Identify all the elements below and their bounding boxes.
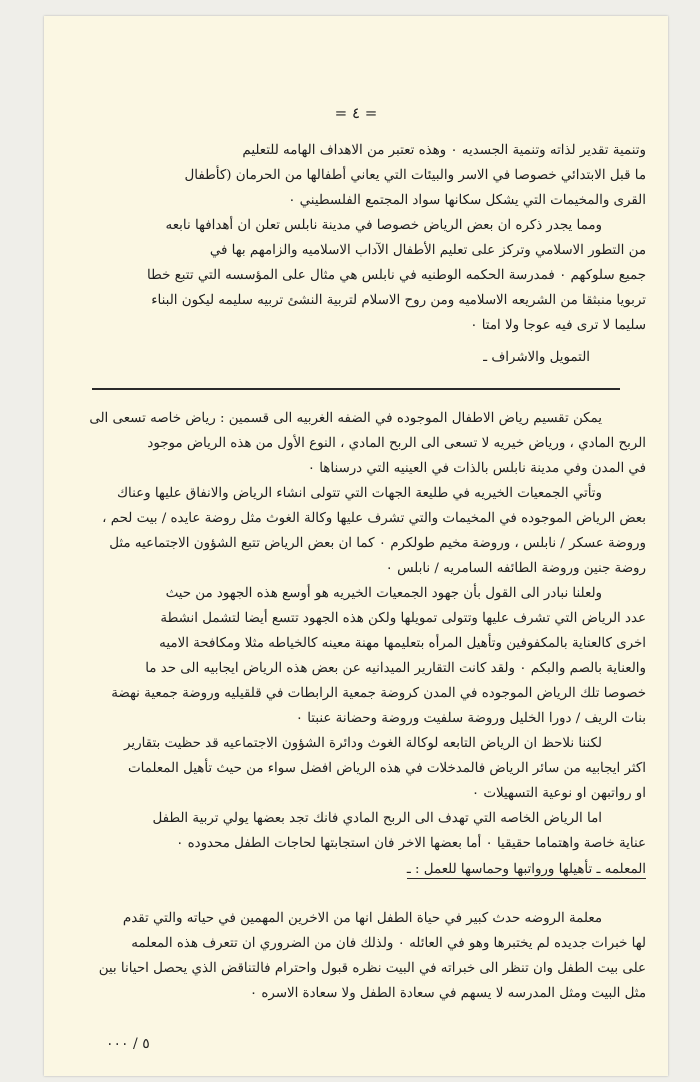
text-line: لكننا نلاحظ ان الرياض التابعه لوكالة الغوث ودائرة الشؤون الاجتماعيه قد حظيت بتقارير	[124, 736, 602, 751]
text-line: والعناية بالصم والبكم ٠ ولقد كانت التقارير الميدانيه عن بعض هذه الرياض ايجابيه الى حد ما	[145, 661, 646, 676]
text-line: تربويا منبثقا من الشريعه الاسلاميه ومن روح الاسلام لتربية النشئ تربيه سليمه ليكون البناء	[151, 293, 646, 308]
text-line: وتأتي الجمعيات الخيريه في طليعة الجهات التي تتولى انشاء الرياض والانفاق عليها وعناك	[116, 486, 602, 501]
section-divider	[92, 388, 620, 390]
text-line: عدد الرياض التي تشرف عليها وتتولى تمويلها ولكن هذه الجهود تتسع أيضا لتشمل انشطة	[160, 611, 646, 626]
text-line: بعض الرياض الموجوده في المخيمات والتي تشرف عليها وكالة الغوث مثل روضة عايده / بيت لحم ،	[102, 511, 646, 526]
section-heading-teacher: المعلمه ـ تأهيلها ورواتبها وحماسها للعمل : ـ	[406, 862, 646, 877]
text-line: ما قبل الابتدائي خصوصا في الاسر والبيئات التي يعاني أطفالها من الحرمان (كأطفال	[184, 168, 646, 183]
paragraph-private-kindergartens	[66, 806, 646, 856]
text-line: اما الرياض الخاصه التي تهدف الى الربح المادي فانك تجد بعضها يولي تربية الطفل	[152, 811, 602, 826]
paragraph-charity-efforts	[66, 581, 646, 731]
text-line: او رواتبهن او نوعية التسهيلات ٠	[471, 786, 646, 801]
paragraph-charities	[66, 481, 646, 581]
text-line: خصوصا تلك الرياض الموجوده في المدن كروضة جمعية الرابطات في قلقيليه وروضة جمعية نهضة	[111, 686, 646, 701]
text-line: روضة جنين وروضة الطائفه السامريه / نابلس ٠	[385, 561, 646, 576]
text-line: يمكن تقسيم رياض الاطفال الموجوده في الضفه الغربيه الى قسمين : رياض خاصه تسعى الى	[89, 411, 602, 426]
document-page	[44, 16, 668, 1076]
paragraph-intro	[66, 138, 646, 213]
paragraph-teacher-role	[66, 906, 646, 1006]
text-line: جميع سلوكهم ٠ فمدرسة الحكمه الوطنيه في نابلس هي مثال على المؤسسه التي تتبع خطا	[147, 268, 646, 283]
text-line: اخرى كالعناية بالمكفوفين وتأهيل المرأه بتعليمها مهنة معينه كالخياطه مثلا ومكافحة الاميه	[159, 636, 646, 651]
page-number: = ٤ =	[334, 104, 378, 122]
text-line: بنات الريف / دورا الخليل وروضة سلفيت وروضة وحضانة عنبتا ٠	[295, 711, 646, 726]
paragraph-nablus-goals	[66, 213, 646, 338]
paragraph-kindergarten-types	[66, 406, 646, 481]
continuation-mark: ٥ / ٠٠٠	[106, 1036, 150, 1052]
text-line: على بيت الطفل وان تنظر الى خبراته في البيت نظره قبول واحترام فالتناقض الذي يحصل احيانا بين	[98, 961, 646, 976]
text-line: ولعلنا نبادر الى القول بأن جهود الجمعيات الخيريه هو أوسع هذه الجهود من حيث	[165, 586, 602, 601]
text-line: لها خبرات جديده لم يختبرها وهو في العائله ٠ ولذلك فان من الضروري ان تتعرف هذه المعلمه	[131, 936, 646, 951]
text-line: سليما لا ترى فيه عوجا ولا امتا ٠	[470, 318, 646, 333]
text-line: معلمة الروضه حدث كبير في حياة الطفل انها من الاخرين المهمين في حياته والتي تقدم	[122, 911, 602, 926]
text-line: في المدن وفي مدينة نابلس بالذات في العينيه التي درسناها ٠	[307, 461, 646, 476]
text-line: ومما يجدر ذكره ان بعض الرياض خصوصا في مدينة نابلس تعلن ان أهدافها نابعه	[165, 218, 602, 233]
text-line: الربح المادي ، ورياض خيريه لا تسعى الى الربح المادي ، النوع الأول من هذه الرياض موجود	[147, 436, 646, 451]
text-line: اكثر ايجابيه من سائر الرياض فالمدخلات في هذه الرياض افضل سواء من حيث تأهيل المعلمات	[127, 761, 646, 776]
text-line: مثل البيت ومثل المدرسه لا يسهم في سعادة الطفل ولا سعادة الاسره ٠	[249, 986, 646, 1001]
text-line: عناية خاصة واهتماما حقيقيا ٠ أما بعضها الاخر فان استجابتها لحاجات الطفل محدوده ٠	[176, 836, 646, 851]
text-line: وروضة عسكر / نابلس ، وروضة مخيم طولكرم ٠ كما ان بعض الرياض تتبع الشؤون الاجتماعيه مثل	[109, 536, 646, 551]
text-line: من التطور الاسلامي وتركز على تعليم الأطفال الآداب الاسلاميه والزامهم بها في	[209, 243, 646, 258]
text-line: القرى والمخيمات التي يشكل سكانها سواد المجتمع الفلسطيني ٠	[288, 193, 646, 208]
text-line: وتنمية تقدير لذاته وتنمية الجسديه ٠ وهذه تعتبر من الاهداف الهامه للتعليم	[242, 143, 646, 158]
section-heading-funding: التمويل والاشراف ـ	[483, 350, 590, 365]
paragraph-unrwa-reports	[66, 731, 646, 806]
